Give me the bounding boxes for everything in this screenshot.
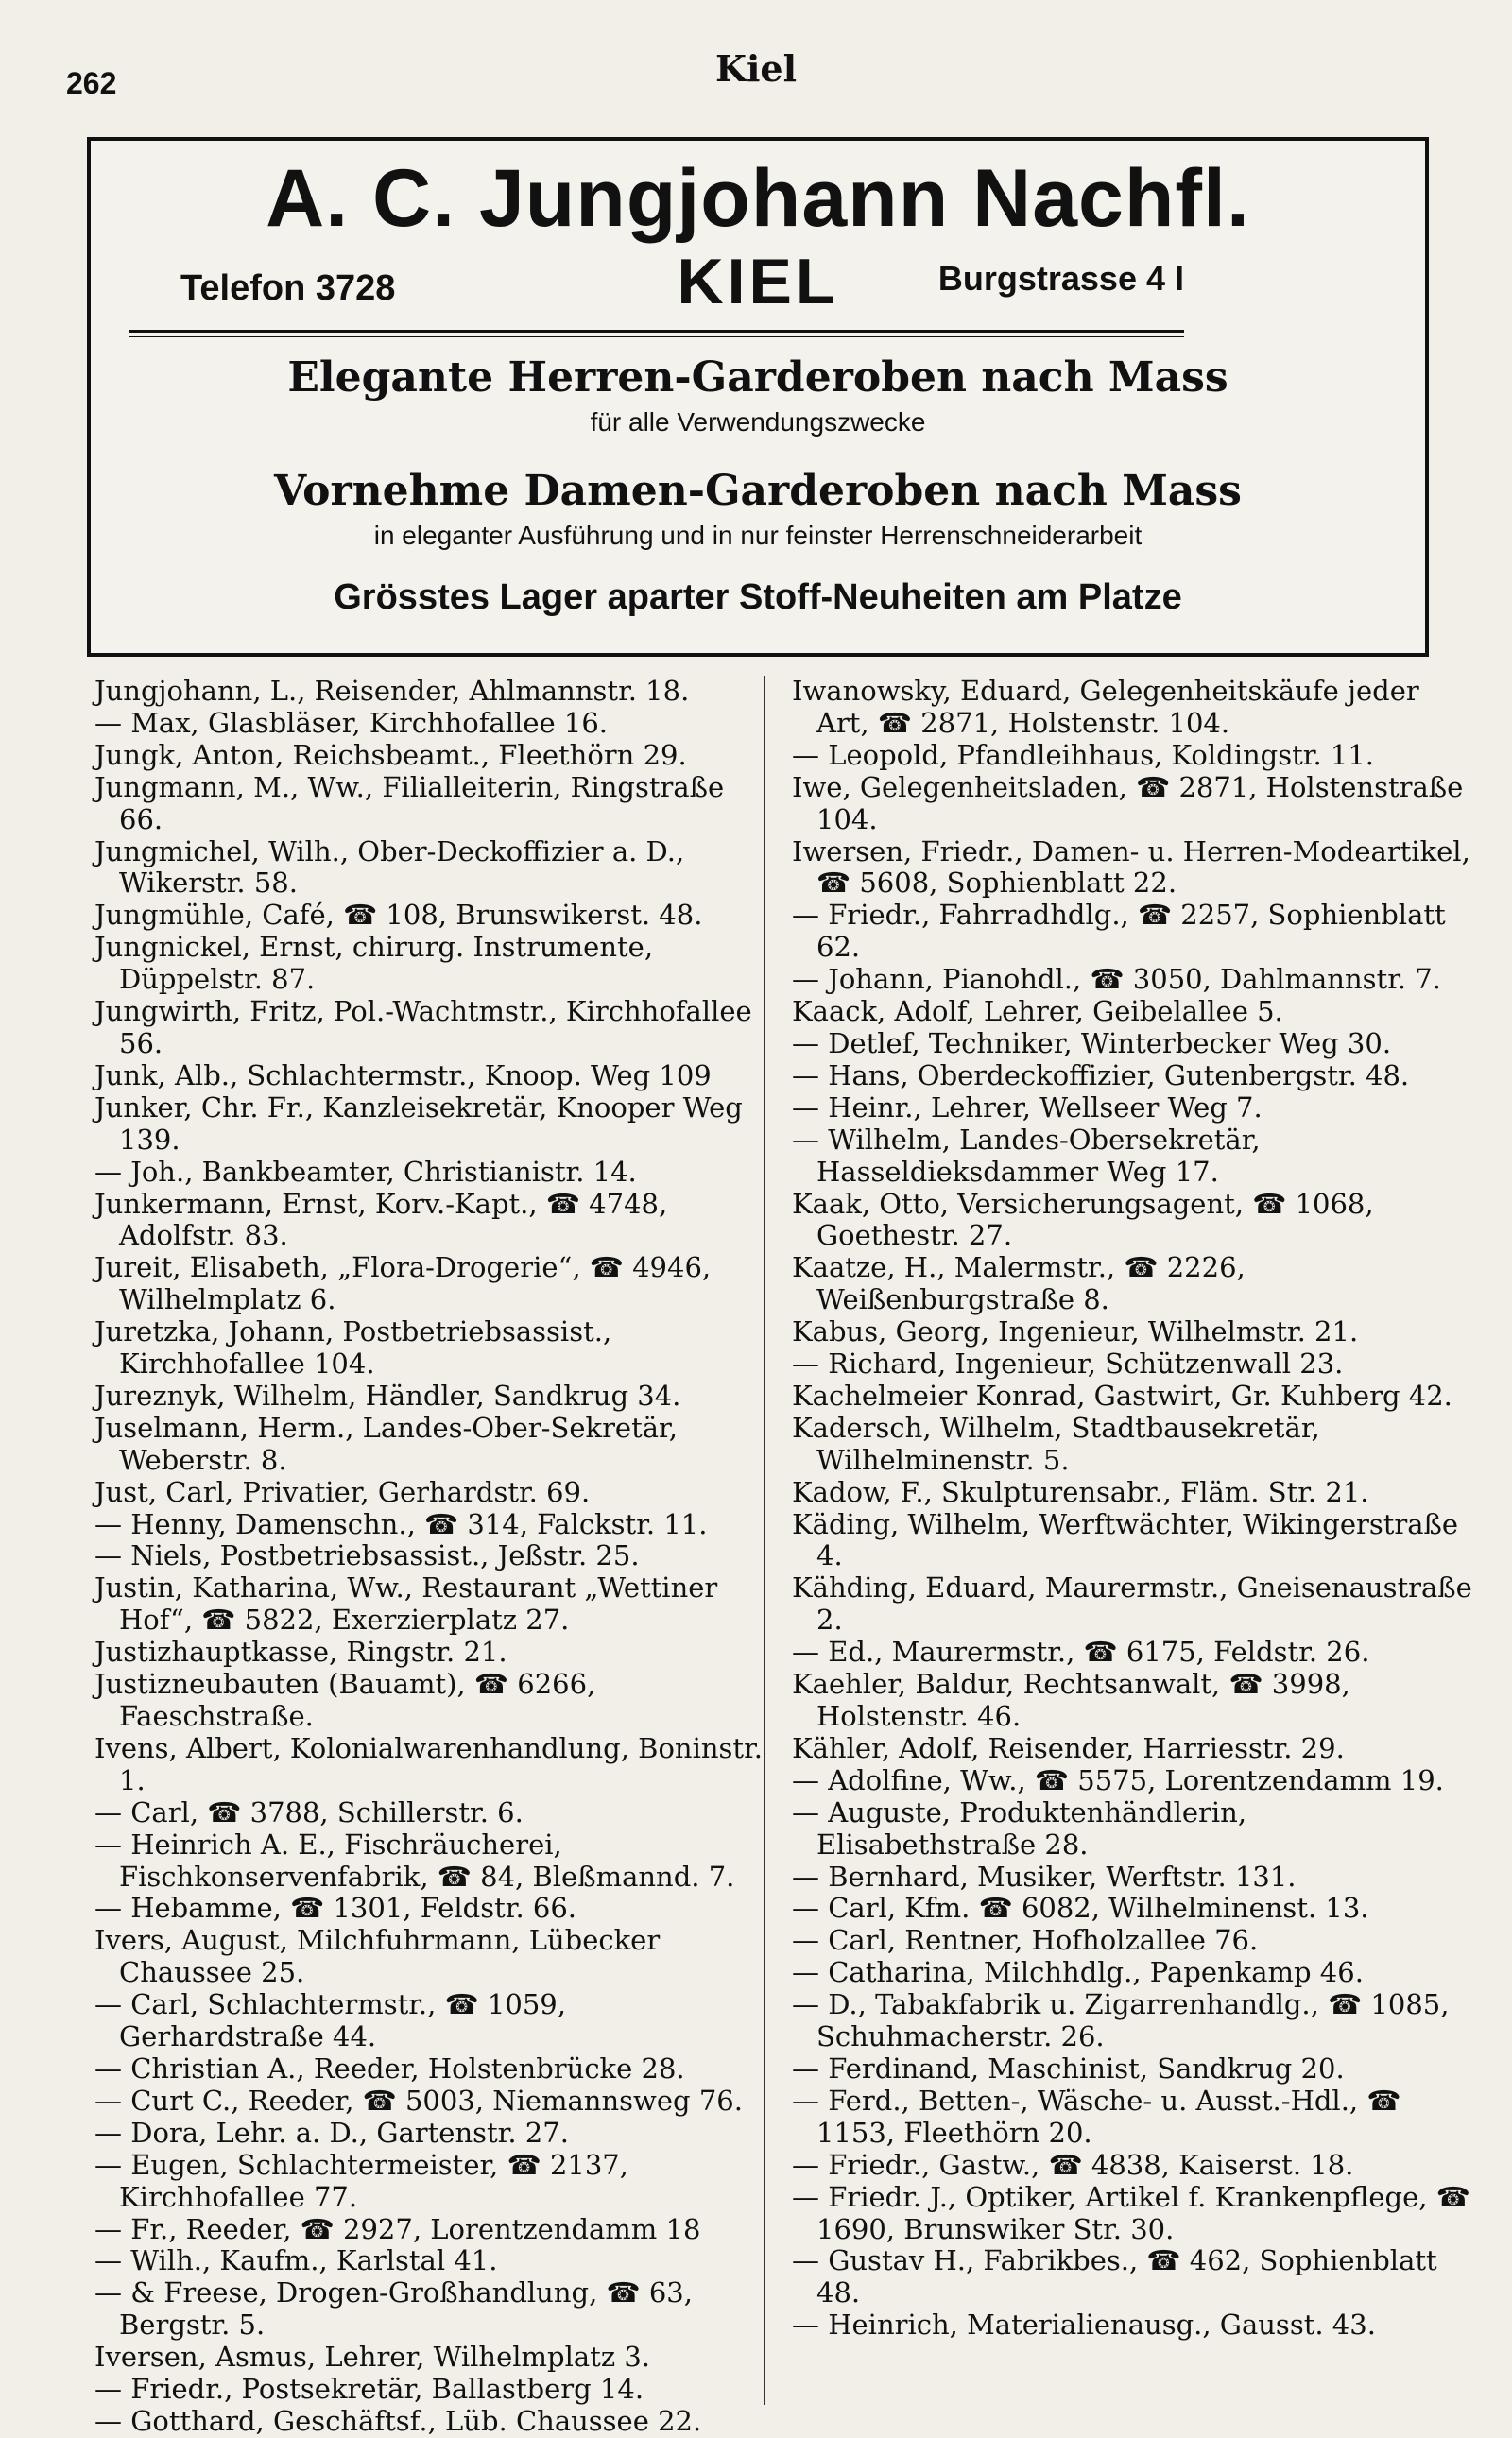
- directory-entry: — Leopold, Pfandleihhaus, Koldingstr. 11.: [792, 738, 1374, 771]
- directory-entry: Kaak, Otto, Versicherungsagent, ☎ 1068, Goethestr. 27.: [792, 1187, 1374, 1252]
- directory-entry: Kabus, Georg, Ingenieur, Wilhelmstr. 21.: [792, 1315, 1359, 1348]
- directory-entry: — D., Tabakfabrik u. Zigarrenhandlg., ☎ 1085, Schuhmacherstr. 26.: [792, 1988, 1450, 2053]
- directory-entry: Ivens, Albert, Kolonialwarenhandlung, Boninstr. 1.: [94, 1731, 763, 1796]
- ad-address: Burgstrasse 4 I: [937, 259, 1184, 298]
- directory-entry: — Ferd., Betten-, Wäsche- u. Ausst.-Hdl., ☎ 1153, Fleethörn 20.: [792, 2084, 1401, 2149]
- directory-entry: — Dora, Lehr. a. D., Gartenstr. 27.: [94, 2116, 569, 2149]
- directory-entry: Kaatze, H., Malermstr., ☎ 2226, Weißenburgstraße 8.: [792, 1251, 1246, 1316]
- ad-divider-thin: [129, 336, 1184, 337]
- directory-entry: Jungmühle, Café, ☎ 108, Brunswikerst. 48.: [94, 899, 703, 932]
- directory-entry: — Henny, Damenschn., ☎ 314, Falckstr. 11.: [94, 1507, 708, 1540]
- directory-entry: Iwe, Gelegenheitsladen, ☎ 2871, Holstenstraße 104.: [792, 770, 1464, 835]
- page-city-title: Kiel: [714, 47, 798, 90]
- directory-entry: Iwersen, Friedr., Damen- u. Herren-Modeartikel, ☎ 5608, Sophienblatt 22.: [792, 834, 1470, 900]
- directory-entry: Justin, Katharina, Ww., Restaurant „Wettiner Hof“, ☎ 5822, Exerzierplatz 27.: [94, 1571, 718, 1637]
- directory-entry: — Fr., Reeder, ☎ 2927, Lorentzendamm 18: [94, 2212, 701, 2245]
- directory-entry: — Friedr., Fahrradhdlg., ☎ 2257, Sophienblatt 62.: [792, 899, 1446, 964]
- directory-entry: — Auguste, Produktenhändlerin, Elisabethstraße 28.: [792, 1795, 1247, 1861]
- directory-entry: — Heinrich, Materialienausg., Gausst. 43.: [792, 2309, 1376, 2342]
- directory-entry: Kachelmeier Konrad, Gastwirt, Gr. Kuhberg 42.: [792, 1379, 1452, 1412]
- ad-company-name: A. C. Jungjohann Nachfl.: [266, 153, 1250, 244]
- directory-entry: Kähler, Adolf, Reisender, Harriesstr. 29.: [792, 1731, 1345, 1764]
- directory-entry: — Adolfine, Ww., ☎ 5575, Lorentzendamm 19.: [792, 1763, 1444, 1796]
- directory-entry: Junk, Alb., Schlachtermstr., Knoop. Weg 109: [94, 1058, 712, 1091]
- directory-entry: Justizneubauten (Bauamt), ☎ 6266, Faeschstraße.: [94, 1668, 596, 1732]
- directory-entry: Jungwirth, Fritz, Pol.-Wachtmstr., Kirchhofallee 56.: [94, 995, 752, 1059]
- directory-entry: Kadersch, Wilhelm, Stadtbausekretär, Wilhelminenstr. 5.: [792, 1411, 1320, 1476]
- directory-entry: Juselmann, Herm., Landes-Ober-Sekretär, Weberstr. 8.: [94, 1411, 678, 1476]
- column-divider: [764, 676, 765, 2405]
- directory-entry: — Friedr. J., Optiker, Artikel f. Krankenpflege, ☎ 1690, Brunswiker Str. 30.: [792, 2180, 1470, 2245]
- advertisement-box: [87, 137, 1429, 657]
- directory-entry: Kadow, F., Skulpturensabr., Fläm. Str. 21.: [792, 1475, 1369, 1508]
- directory-entry: — Curt C., Reeder, ☎ 5003, Niemannsweg 76.: [94, 2084, 743, 2117]
- directory-entry: Ivers, August, Milchfuhrmann, Lübecker Chaussee 25.: [94, 1924, 661, 1989]
- directory-column-right: [792, 676, 1472, 2342]
- directory-entry: — Johann, Pianohdl., ☎ 3050, Dahlmannstr. 7.: [792, 963, 1441, 996]
- directory-entry: Jungjohann, L., Reisender, Ahlmannstr. 18.: [94, 675, 690, 707]
- directory-entry: — Bernhard, Musiker, Werftstr. 131.: [792, 1860, 1297, 1893]
- ad-divider: [129, 330, 1184, 333]
- ad-subline-men: für alle Verwendungszwecke: [590, 407, 926, 437]
- directory-entry: Jureit, Elisabeth, „Flora-Drogerie“, ☎ 4946, Wilhelmplatz 6.: [94, 1251, 712, 1316]
- directory-column-left: [94, 676, 775, 2438]
- directory-entry: — Heinrich A. E., Fischräucherei, Fischkonservenfabrik, ☎ 84, Bleßmannd. 7.: [94, 1828, 735, 1893]
- directory-entry: — Max, Glasbläser, Kirchhofallee 16.: [94, 706, 608, 739]
- directory-entry: Iversen, Asmus, Lehrer, Wilhelmplatz 3.: [94, 2341, 650, 2374]
- directory-entry: — Gotthard, Geschäftsf., Lüb. Chaussee 22.: [94, 2404, 702, 2437]
- directory-entry: — Carl, Kfm. ☎ 6082, Wilhelminenst. 13.: [792, 1892, 1369, 1925]
- directory-entry: — Richard, Ingenieur, Schützenwall 23.: [792, 1348, 1344, 1381]
- directory-entry: Jungnickel, Ernst, chirurg. Instrumente, Düppelstr. 87.: [94, 931, 654, 996]
- directory-entry: — & Freese, Drogen-Großhandlung, ☎ 63, Bergstr. 5.: [94, 2276, 693, 2342]
- directory-entry: — Hebamme, ☎ 1301, Feldstr. 66.: [94, 1892, 577, 1925]
- directory-entry: — Friedr., Postsekretär, Ballastberg 14.: [94, 2373, 644, 2406]
- ad-headline-men: Elegante Herren-Garderoben nach Mass: [287, 353, 1228, 402]
- directory-entry: — Christian A., Reeder, Holstenbrücke 28.: [94, 2052, 685, 2085]
- directory-entry: — Carl, Schlachtermstr., ☎ 1059, Gerhardstraße 44.: [94, 1988, 566, 2053]
- ad-headline-women: Vornehme Damen-Garderoben nach Mass: [274, 467, 1242, 515]
- directory-entry: — Niels, Postbetriebsassist., Jeßstr. 25.: [94, 1539, 640, 1572]
- directory-entry: — Eugen, Schlachtermeister, ☎ 2137, Kirchhofallee 77.: [94, 2148, 628, 2213]
- ad-subline-women: in eleganter Ausführung und in nur feinster Herrenschneiderarbeit: [373, 521, 1143, 550]
- directory-entry: Iwanowsky, Eduard, Gelegenheitskäufe jeder Art, ☎ 2871, Holstenstr. 104.: [792, 675, 1419, 739]
- directory-entry: — Wilhelm, Landes-Obersekretär, Hasseldieksdammer Weg 17.: [792, 1123, 1261, 1188]
- directory-entry: — Ed., Maurermstr., ☎ 6175, Feldstr. 26.: [792, 1636, 1370, 1669]
- directory-entry: — Joh., Bankbeamter, Christianistr. 14.: [94, 1155, 637, 1188]
- directory-entry: Käding, Wilhelm, Werftwächter, Wikingerstraße 4.: [792, 1507, 1459, 1572]
- directory-entry: — Gustav H., Fabrikbes., ☎ 462, Sophienblatt 48.: [792, 2244, 1437, 2309]
- page-number: 262: [66, 66, 117, 100]
- directory-entry: Jungmann, M., Ww., Filialleiterin, Ringstraße 66.: [94, 770, 725, 835]
- directory-entry: — Friedr., Gastw., ☎ 4838, Kaiserst. 18.: [792, 2148, 1354, 2181]
- directory-entry: — Carl, ☎ 3788, Schillerstr. 6.: [94, 1795, 524, 1828]
- directory-entry: — Catharina, Milchhdlg., Papenkamp 46.: [792, 1956, 1364, 1989]
- ad-phone: Telefon 3728: [180, 268, 396, 308]
- page-header: [0, 47, 1512, 104]
- directory-entry: Just, Carl, Privatier, Gerhardstr. 69.: [94, 1475, 591, 1508]
- ad-city: KIEL: [677, 246, 839, 318]
- ad-headline-stock: Grösstes Lager aparter Stoff-Neuheiten am Platze: [334, 577, 1182, 617]
- directory-entry: Junkermann, Ernst, Korv.-Kapt., ☎ 4748, Adolfstr. 83.: [94, 1187, 668, 1252]
- directory-entry: — Carl, Rentner, Hofholzallee 76.: [792, 1924, 1259, 1957]
- directory-entry: Kähding, Eduard, Maurermstr., Gneisenaustraße 2.: [792, 1571, 1472, 1637]
- directory-entry: Juretzka, Johann, Postbetriebsassist., Kirchhofallee 104.: [94, 1315, 612, 1381]
- directory-entry: Justizhauptkasse, Ringstr. 21.: [94, 1636, 507, 1669]
- directory-entry: — Ferdinand, Maschinist, Sandkrug 20.: [792, 2052, 1345, 2085]
- directory-entry: Junker, Chr. Fr., Kanzleisekretär, Knooper Weg 139.: [94, 1090, 743, 1156]
- directory-entry: — Detlef, Techniker, Winterbecker Weg 30.: [792, 1026, 1392, 1059]
- directory-entry: — Hans, Oberdeckoffizier, Gutenbergstr. 48.: [792, 1058, 1410, 1091]
- directory-entry: Kaehler, Baldur, Rechtsanwalt, ☎ 3998, Holstenstr. 46.: [792, 1668, 1350, 1732]
- directory-entry: — Wilh., Kaufm., Karlstal 41.: [94, 2244, 498, 2277]
- directory-entry: Jureznyk, Wilhelm, Händler, Sandkrug 34.: [94, 1379, 681, 1412]
- directory-entry: — Heinr., Lehrer, Wellseer Weg 7.: [792, 1090, 1263, 1124]
- directory-entry: Kaack, Adolf, Lehrer, Geibelallee 5.: [792, 995, 1283, 1028]
- directory-entry: Jungk, Anton, Reichsbeamt., Fleethörn 29.: [94, 738, 687, 771]
- directory-entry: Jungmichel, Wilh., Ober-Deckoffizier a. D., Wikerstr. 58.: [94, 834, 685, 900]
